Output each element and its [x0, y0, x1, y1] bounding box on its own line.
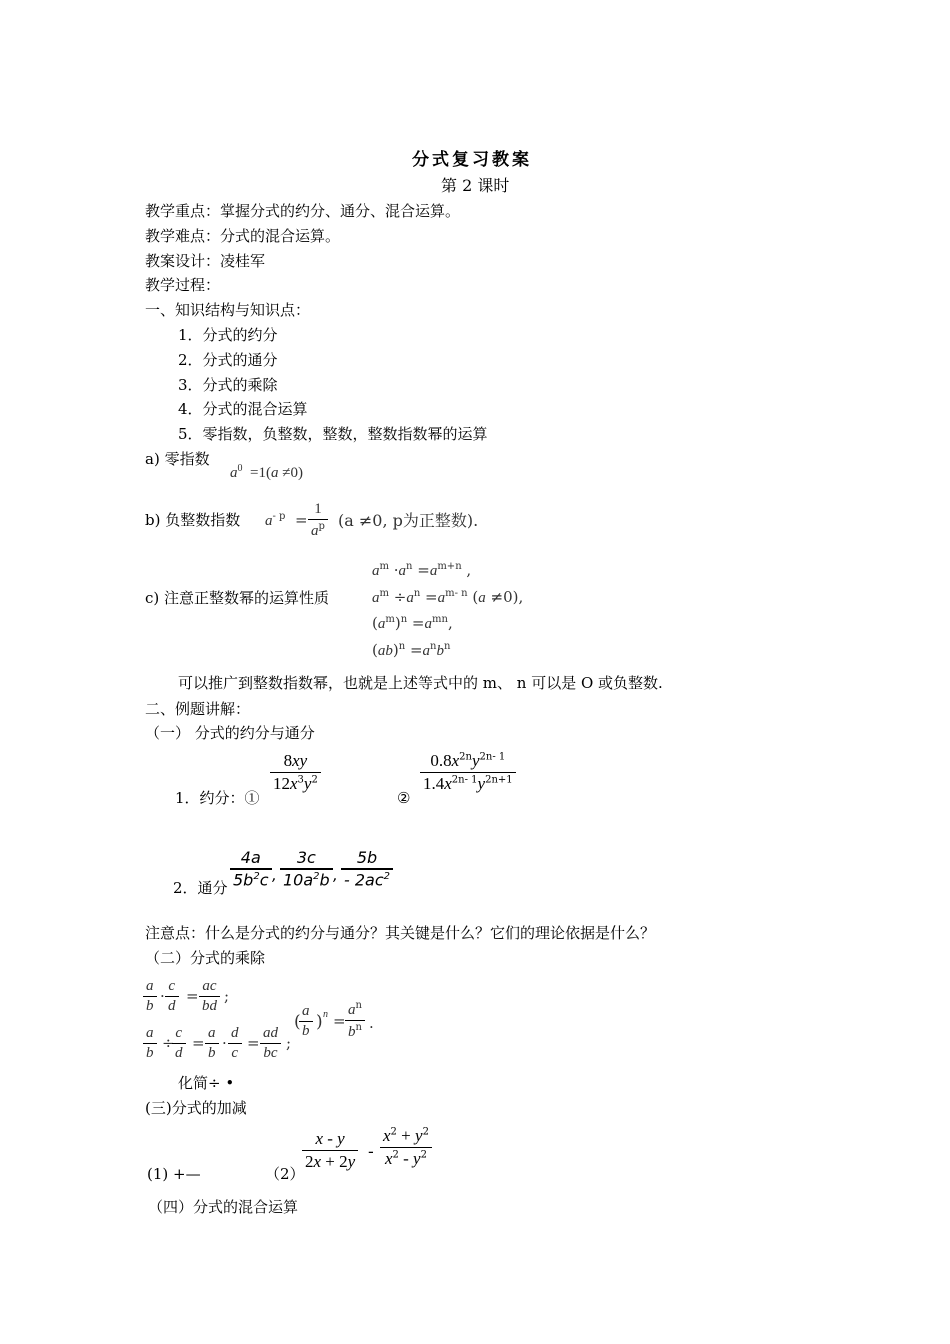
add-problem-1: (1) +—: [147, 1165, 201, 1183]
part2-heading: （二）分式的乘除: [145, 949, 266, 967]
common-label: 2．通分: [173, 879, 228, 897]
add-problem-2-label: （2）: [265, 1165, 305, 1183]
mul-fraction-result: ac bd: [199, 979, 220, 1014]
div-fraction-a-b-2: a b: [205, 1026, 219, 1061]
section2-heading: 二、例题讲解：: [145, 700, 251, 718]
negative-exponent-lhs: $a^{- p}$ =: [265, 511, 308, 529]
comma: ,: [272, 866, 277, 884]
list-item: 1．分式的约分: [178, 326, 278, 344]
power-rule-product-power: $(ab)^n =a^nb^n$: [372, 641, 451, 659]
add-fraction-2: $x^2 + y^2$ $x^2 - y^2$: [380, 1127, 432, 1168]
common-fraction-1: 4a $5b^2c$: [230, 850, 272, 888]
process-label: 教学过程：: [145, 276, 221, 294]
power-rule-power: $(a^m)^n =a^{mn}$,: [372, 614, 453, 632]
paren-close: ): [316, 1012, 323, 1032]
dot: ·: [222, 1034, 227, 1052]
equals: =: [247, 1034, 260, 1052]
semicolon: ;: [286, 1034, 292, 1052]
power-fraction-base: a b: [299, 1004, 313, 1039]
comma: ,: [333, 866, 338, 884]
extension-note: 可以推广到整数指数幂，也就是上述等式中的 m、 n 可以是 O 或负整数.: [178, 674, 663, 692]
section1-heading: 一、知识结构与知识点：: [145, 301, 311, 319]
reduce-marker-2: ②: [397, 789, 411, 807]
period: .: [369, 1014, 374, 1032]
reduce-fraction-2: $0.8x^{2n}y^{2n- 1}$ $1.4x^{2n- 1}y^{2n+1}$: [420, 752, 516, 793]
power-fraction-result: $a^n$ $b^n$: [345, 1001, 365, 1040]
power-rule-product: $a^m \cdot a^n =a^{m+n}$ ,: [372, 561, 472, 579]
common-fraction-2: 3c $10a^2b$: [280, 850, 333, 888]
equals: =: [192, 1034, 205, 1052]
negative-exponent-label: b) 负整数指数: [145, 511, 241, 529]
semicolon: ;: [224, 987, 230, 1005]
zero-exponent-formula: $a^0 =1(a \ne 0)$: [230, 463, 303, 481]
mul-fraction-a-b: a b: [143, 979, 157, 1014]
reduce-fraction-1: 8xy $12x^3y^2$: [270, 752, 321, 793]
add-fraction-1: x - y 2x + 2y: [302, 1130, 358, 1171]
doc-subtitle: 第 2 课时: [441, 176, 510, 195]
list-item: 3．分式的乘除: [178, 376, 278, 394]
teaching-focus: 教学重点：掌握分式的约分、通分、混合运算。: [145, 202, 461, 220]
divide: ÷: [162, 1034, 175, 1052]
power-properties-label: c) 注意正整数幂的运算性质: [145, 589, 330, 607]
doc-title: 分式复习教案: [412, 150, 532, 170]
paren-open: (: [294, 1012, 301, 1032]
mul-fraction-c-d: c d: [165, 979, 179, 1014]
zero-exponent-label: a) 零指数: [145, 450, 210, 468]
list-item: 4．分式的混合运算: [178, 400, 308, 418]
attention-note: 注意点：什么是分式的约分与通分？其关键是什么？它们的理论依据是什么？: [145, 924, 656, 942]
minus-sign: -: [368, 1142, 374, 1162]
part3-heading: (三)分式的加减: [145, 1099, 247, 1117]
teaching-difficulty: 教学难点：分式的混合运算。: [145, 227, 341, 245]
simplify-prompt: 化简÷ •: [178, 1074, 235, 1092]
part4-heading: （四）分式的混合运算: [148, 1198, 299, 1216]
negative-exponent-condition: (a ≠0, p为正整数).: [338, 511, 479, 530]
reduce-label: 1．约分：①: [175, 789, 260, 807]
equals: =: [333, 1012, 346, 1030]
div-fraction-a-b: a b: [143, 1026, 157, 1061]
designer: 教案设计：凌桂军: [145, 252, 266, 270]
div-fraction-c-d: c d: [172, 1026, 186, 1061]
negative-exponent-fraction: 1 $a^p$: [308, 502, 328, 539]
list-item: 2．分式的通分: [178, 351, 278, 369]
common-fraction-3: 5b - $2ac^2$: [341, 850, 393, 888]
list-item: 5．零指数，负整数，整数，整数指数幂的运算: [178, 425, 488, 443]
power-rule-quotient: $a^m \div a^n =a^{m- n}$ (a ≠0),: [372, 588, 524, 606]
part1-heading: （一） 分式的约分与通分: [145, 724, 315, 742]
equals: =: [186, 987, 199, 1005]
exponent-n: n: [323, 1009, 328, 1020]
div-fraction-result: ad bc: [260, 1026, 281, 1061]
div-fraction-d-c: d c: [228, 1026, 242, 1061]
dot: ·: [160, 987, 165, 1005]
